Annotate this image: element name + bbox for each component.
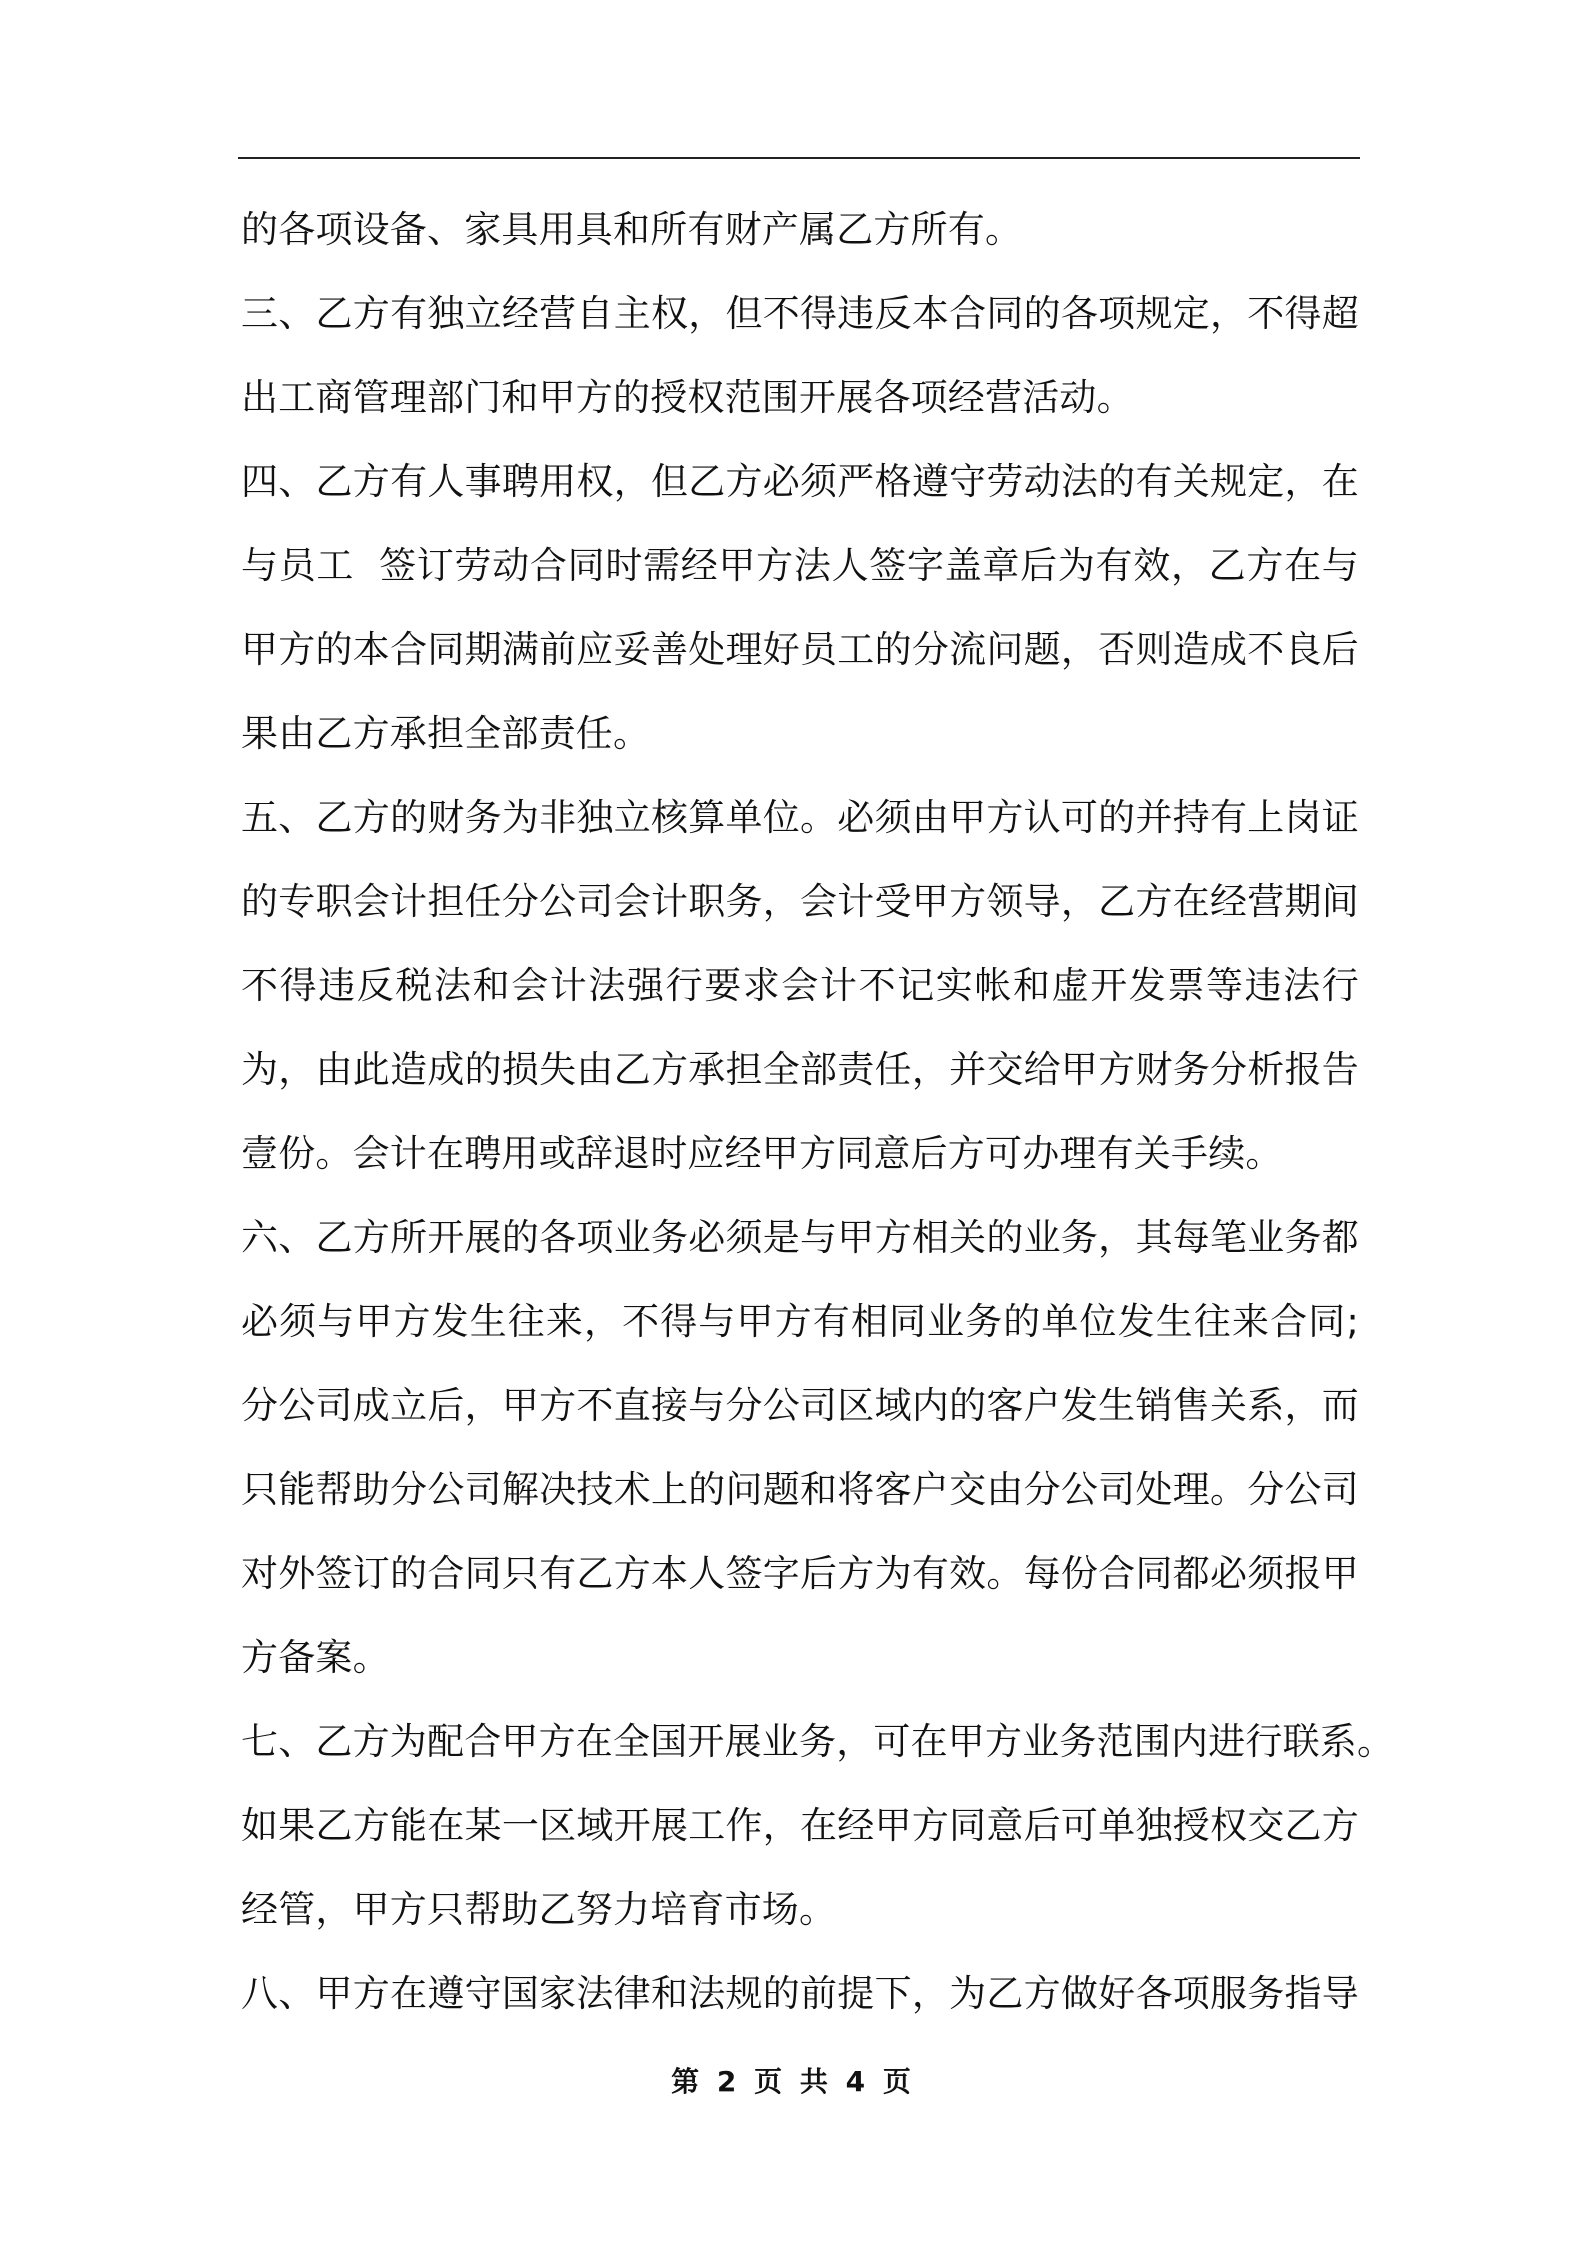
- text-line: 出工商管理部门和甲方的授权范围开展各项经营活动。: [241, 376, 1134, 419]
- text-line: 的各项设备、家具用具和所有财产属乙方所有。: [241, 208, 1023, 251]
- text-line: 甲方的本合同期满前应妥善处理好员工的分流问题，否则造成不良后: [241, 628, 1359, 671]
- text-line: 八、甲方在遵守国家法律和法规的前提下，为乙方做好各项服务指导: [241, 1972, 1359, 2015]
- text-line: 六、乙方所开展的各项业务必须是与甲方相关的业务，其每笔业务都: [241, 1216, 1359, 1259]
- text-line: 与员工 签订劳动合同时需经甲方法人签字盖章后为有效，乙方在与: [241, 544, 1359, 587]
- text-line: 的专职会计担任分公司会计职务，会计受甲方领导，乙方在经营期间: [241, 880, 1359, 923]
- text-line: 必须与甲方发生往来，不得与甲方有相同业务的单位发生往来合同;: [241, 1300, 1359, 1343]
- text-line: 经管，甲方只帮助乙努力培育市场。: [241, 1888, 837, 1931]
- text-line: 壹份。会计在聘用或辞退时应经甲方同意后方可办理有关手续。: [241, 1132, 1283, 1175]
- page-number-footer: 第 2 页 共 4 页: [671, 2065, 915, 2098]
- text-line: 果由乙方承担全部责任。: [241, 712, 651, 755]
- text-line: 分公司成立后，甲方不直接与分公司区域内的客户发生销售关系，而: [241, 1384, 1359, 1427]
- text-line: 七、乙方为配合甲方在全国开展业务，可在甲方业务范围内进行联系。: [241, 1720, 1395, 1763]
- body-text: [241, 188, 1395, 2036]
- header-rule: [238, 157, 1360, 159]
- text-line: 四、乙方有人事聘用权，但乙方必须严格遵守劳动法的有关规定，在: [241, 460, 1359, 503]
- text-line: 不得违反税法和会计法强行要求会计不记实帐和虚开发票等违法行: [241, 964, 1359, 1007]
- text-line: 只能帮助分公司解决技术上的问题和将客户交由分公司处理。分公司: [241, 1468, 1359, 1511]
- text-line: 如果乙方能在某一区域开展工作，在经甲方同意后可单独授权交乙方: [241, 1804, 1359, 1847]
- text-line: 为，由此造成的损失由乙方承担全部责任，并交给甲方财务分析报告: [241, 1048, 1359, 1091]
- text-line: 方备案。: [241, 1636, 390, 1679]
- text-line: 对外签订的合同只有乙方本人签字后方为有效。每份合同都必须报甲: [241, 1552, 1359, 1595]
- text-line: 三、乙方有独立经营自主权，但不得违反本合同的各项规定，不得超: [241, 292, 1359, 335]
- text-line: 五、乙方的财务为非独立核算单位。必须由甲方认可的并持有上岗证: [241, 796, 1359, 839]
